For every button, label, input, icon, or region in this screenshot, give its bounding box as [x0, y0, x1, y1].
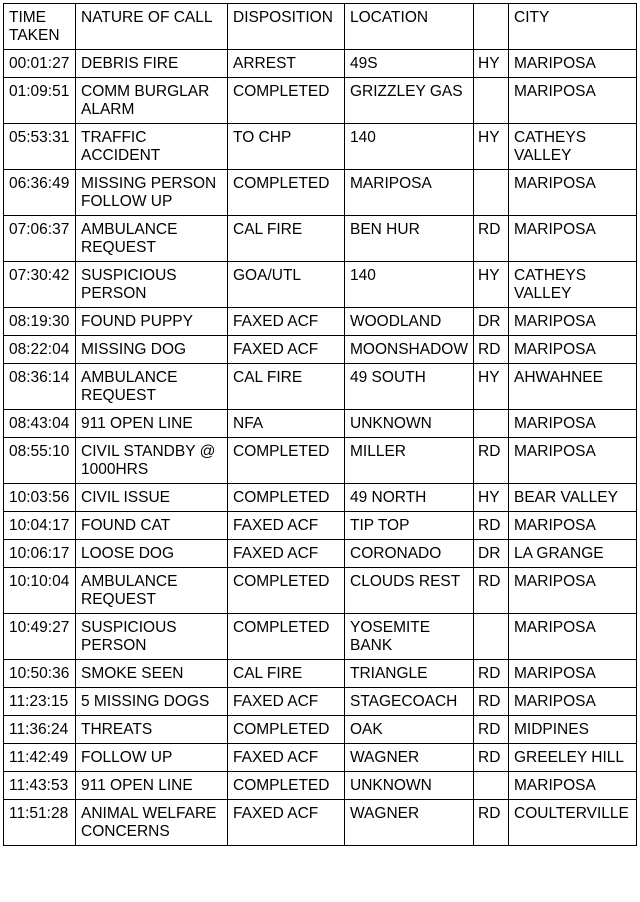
- location-cell: MOONSHADOW: [345, 336, 474, 364]
- table-row: [4, 262, 637, 308]
- time-cell: 11:43:53: [4, 772, 76, 800]
- disposition-cell: FAXED ACF: [228, 800, 345, 846]
- disposition-cell: COMPLETED: [228, 438, 345, 484]
- location-cell: 140: [345, 124, 474, 170]
- time-cell: 08:36:14: [4, 364, 76, 410]
- header-disposition: DISPOSITION: [228, 4, 345, 50]
- city-cell: MIDPINES: [509, 716, 637, 744]
- time-cell: 01:09:51: [4, 78, 76, 124]
- table-row: [4, 50, 637, 78]
- location-cell: 49 SOUTH: [345, 364, 474, 410]
- nature-cell: MISSING PERSON FOLLOW UP: [76, 170, 228, 216]
- suffix-cell: RD: [474, 688, 509, 716]
- disposition-cell: CAL FIRE: [228, 364, 345, 410]
- table-body: [4, 50, 637, 846]
- disposition-cell: COMPLETED: [228, 170, 345, 216]
- location-cell: OAK: [345, 716, 474, 744]
- nature-cell: CIVIL STANDBY @ 1000HRS: [76, 438, 228, 484]
- time-cell: 08:19:30: [4, 308, 76, 336]
- suffix-cell: HY: [474, 484, 509, 512]
- table-row: [4, 308, 637, 336]
- nature-cell: 5 MISSING DOGS: [76, 688, 228, 716]
- suffix-cell: RD: [474, 216, 509, 262]
- location-cell: WAGNER: [345, 744, 474, 772]
- table-row: [4, 410, 637, 438]
- suffix-cell: RD: [474, 716, 509, 744]
- city-cell: LA GRANGE: [509, 540, 637, 568]
- table-row: [4, 484, 637, 512]
- disposition-cell: COMPLETED: [228, 78, 345, 124]
- table-row: [4, 124, 637, 170]
- time-cell: 00:01:27: [4, 50, 76, 78]
- nature-cell: FOUND CAT: [76, 512, 228, 540]
- nature-cell: DEBRIS FIRE: [76, 50, 228, 78]
- disposition-cell: TO CHP: [228, 124, 345, 170]
- suffix-cell: [474, 772, 509, 800]
- suffix-cell: HY: [474, 50, 509, 78]
- nature-cell: 911 OPEN LINE: [76, 772, 228, 800]
- city-cell: MARIPOSA: [509, 216, 637, 262]
- time-cell: 06:36:49: [4, 170, 76, 216]
- nature-cell: AMBULANCE REQUEST: [76, 364, 228, 410]
- city-cell: COULTERVILLE: [509, 800, 637, 846]
- suffix-cell: RD: [474, 568, 509, 614]
- table-row: [4, 716, 637, 744]
- nature-cell: CIVIL ISSUE: [76, 484, 228, 512]
- time-cell: 11:36:24: [4, 716, 76, 744]
- city-cell: GREELEY HILL: [509, 744, 637, 772]
- city-cell: MARIPOSA: [509, 660, 637, 688]
- table-row: [4, 512, 637, 540]
- nature-cell: LOOSE DOG: [76, 540, 228, 568]
- disposition-cell: COMPLETED: [228, 772, 345, 800]
- suffix-cell: RD: [474, 336, 509, 364]
- table-row: [4, 540, 637, 568]
- suffix-cell: DR: [474, 540, 509, 568]
- table-row: [4, 688, 637, 716]
- city-cell: MARIPOSA: [509, 336, 637, 364]
- table-row: [4, 772, 637, 800]
- disposition-cell: COMPLETED: [228, 568, 345, 614]
- suffix-cell: [474, 614, 509, 660]
- nature-cell: 911 OPEN LINE: [76, 410, 228, 438]
- time-cell: 10:03:56: [4, 484, 76, 512]
- nature-cell: FOUND PUPPY: [76, 308, 228, 336]
- location-cell: YOSEMITE BANK: [345, 614, 474, 660]
- table-row: [4, 336, 637, 364]
- suffix-cell: RD: [474, 800, 509, 846]
- location-cell: WOODLAND: [345, 308, 474, 336]
- nature-cell: TRAFFIC ACCIDENT: [76, 124, 228, 170]
- table-row: [4, 78, 637, 124]
- location-cell: 140: [345, 262, 474, 308]
- location-cell: TRIANGLE: [345, 660, 474, 688]
- time-cell: 08:22:04: [4, 336, 76, 364]
- time-cell: 07:06:37: [4, 216, 76, 262]
- disposition-cell: FAXED ACF: [228, 308, 345, 336]
- table-row: [4, 364, 637, 410]
- city-cell: CATHEYS VALLEY: [509, 124, 637, 170]
- header-time-taken: TIME TAKEN: [4, 4, 76, 50]
- city-cell: MARIPOSA: [509, 614, 637, 660]
- suffix-cell: HY: [474, 262, 509, 308]
- time-cell: 10:50:36: [4, 660, 76, 688]
- disposition-cell: FAXED ACF: [228, 744, 345, 772]
- nature-cell: AMBULANCE REQUEST: [76, 216, 228, 262]
- suffix-cell: [474, 410, 509, 438]
- nature-cell: FOLLOW UP: [76, 744, 228, 772]
- location-cell: WAGNER: [345, 800, 474, 846]
- suffix-cell: HY: [474, 124, 509, 170]
- disposition-cell: COMPLETED: [228, 614, 345, 660]
- suffix-cell: RD: [474, 660, 509, 688]
- disposition-cell: CAL FIRE: [228, 216, 345, 262]
- disposition-cell: FAXED ACF: [228, 336, 345, 364]
- location-cell: CORONADO: [345, 540, 474, 568]
- disposition-cell: GOA/UTL: [228, 262, 345, 308]
- city-cell: MARIPOSA: [509, 170, 637, 216]
- location-cell: MARIPOSA: [345, 170, 474, 216]
- city-cell: MARIPOSA: [509, 438, 637, 484]
- city-cell: MARIPOSA: [509, 772, 637, 800]
- nature-cell: SMOKE SEEN: [76, 660, 228, 688]
- table-row: [4, 800, 637, 846]
- header-location: LOCATION: [345, 4, 474, 50]
- city-cell: MARIPOSA: [509, 410, 637, 438]
- time-cell: 11:51:28: [4, 800, 76, 846]
- table-row: [4, 438, 637, 484]
- header-street-suffix: [474, 4, 509, 50]
- header-nature-of-call: NATURE OF CALL: [76, 4, 228, 50]
- city-cell: BEAR VALLEY: [509, 484, 637, 512]
- table-row: [4, 660, 637, 688]
- table-row: [4, 568, 637, 614]
- time-cell: 10:10:04: [4, 568, 76, 614]
- time-cell: 07:30:42: [4, 262, 76, 308]
- time-cell: 10:49:27: [4, 614, 76, 660]
- time-cell: 08:55:10: [4, 438, 76, 484]
- nature-cell: SUSPICIOUS PERSON: [76, 262, 228, 308]
- city-cell: MARIPOSA: [509, 568, 637, 614]
- location-cell: UNKNOWN: [345, 772, 474, 800]
- time-cell: 11:23:15: [4, 688, 76, 716]
- location-cell: 49S: [345, 50, 474, 78]
- header-city: CITY: [509, 4, 637, 50]
- time-cell: 11:42:49: [4, 744, 76, 772]
- nature-cell: MISSING DOG: [76, 336, 228, 364]
- time-cell: 10:06:17: [4, 540, 76, 568]
- call-log-table: [3, 3, 637, 846]
- time-cell: 05:53:31: [4, 124, 76, 170]
- disposition-cell: FAXED ACF: [228, 512, 345, 540]
- location-cell: STAGECOACH: [345, 688, 474, 716]
- table-row: [4, 744, 637, 772]
- nature-cell: THREATS: [76, 716, 228, 744]
- city-cell: MARIPOSA: [509, 512, 637, 540]
- disposition-cell: CAL FIRE: [228, 660, 345, 688]
- disposition-cell: FAXED ACF: [228, 688, 345, 716]
- header-row: [4, 4, 637, 50]
- suffix-cell: RD: [474, 744, 509, 772]
- table-row: [4, 614, 637, 660]
- disposition-cell: COMPLETED: [228, 716, 345, 744]
- city-cell: CATHEYS VALLEY: [509, 262, 637, 308]
- time-cell: 08:43:04: [4, 410, 76, 438]
- location-cell: BEN HUR: [345, 216, 474, 262]
- city-cell: MARIPOSA: [509, 78, 637, 124]
- suffix-cell: [474, 170, 509, 216]
- disposition-cell: NFA: [228, 410, 345, 438]
- suffix-cell: RD: [474, 512, 509, 540]
- suffix-cell: RD: [474, 438, 509, 484]
- location-cell: UNKNOWN: [345, 410, 474, 438]
- city-cell: MARIPOSA: [509, 50, 637, 78]
- location-cell: 49 NORTH: [345, 484, 474, 512]
- city-cell: MARIPOSA: [509, 308, 637, 336]
- time-cell: 10:04:17: [4, 512, 76, 540]
- suffix-cell: [474, 78, 509, 124]
- location-cell: TIP TOP: [345, 512, 474, 540]
- table-row: [4, 216, 637, 262]
- nature-cell: SUSPICIOUS PERSON: [76, 614, 228, 660]
- suffix-cell: DR: [474, 308, 509, 336]
- nature-cell: AMBULANCE REQUEST: [76, 568, 228, 614]
- nature-cell: COMM BURGLAR ALARM: [76, 78, 228, 124]
- location-cell: CLOUDS REST: [345, 568, 474, 614]
- location-cell: MILLER: [345, 438, 474, 484]
- city-cell: MARIPOSA: [509, 688, 637, 716]
- city-cell: AHWAHNEE: [509, 364, 637, 410]
- nature-cell: ANIMAL WELFARE CONCERNS: [76, 800, 228, 846]
- suffix-cell: HY: [474, 364, 509, 410]
- disposition-cell: FAXED ACF: [228, 540, 345, 568]
- disposition-cell: ARREST: [228, 50, 345, 78]
- location-cell: GRIZZLEY GAS: [345, 78, 474, 124]
- table-row: [4, 170, 637, 216]
- disposition-cell: COMPLETED: [228, 484, 345, 512]
